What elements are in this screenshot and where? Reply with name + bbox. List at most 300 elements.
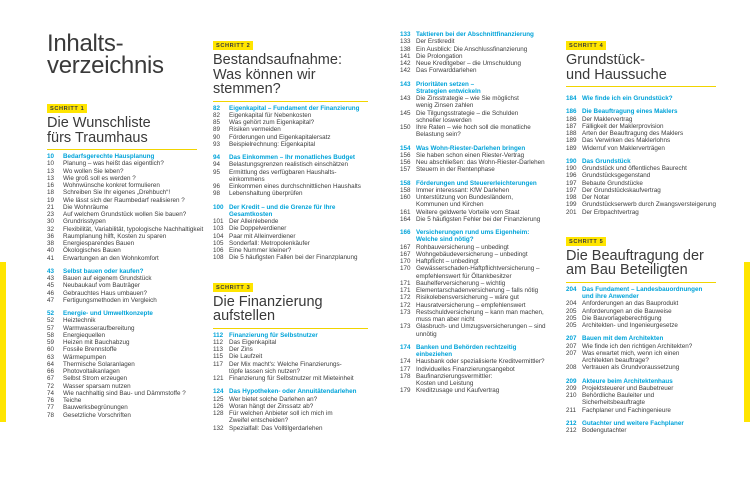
toc-entry[interactable] [400,258,555,265]
entry-text: Akteure beim Architektenhaus [582,377,673,385]
entry-text: Ökologisches Bauen [63,247,121,255]
toc-entry[interactable] [213,361,368,368]
page-number: 74 [47,389,55,397]
toc-entry[interactable] [213,375,368,382]
entry-text: Paar mit Alleinverdiener [229,232,296,240]
entry-text: Architekten- und Ingenieurgesetze [582,322,678,329]
section-title-line: Grundstück- [566,52,645,68]
toc-entry[interactable] [566,357,716,364]
page-number: 43 [47,267,55,275]
entry-text: Wer bietet solche Darlehen an? [229,395,318,403]
entry-text: Warmwasseraufbereitung [63,324,135,332]
toc-entry[interactable] [400,38,555,45]
entry-text: Hausratversicherung – empfehlenswert [416,301,526,309]
page-number: 43 [47,275,55,282]
toc-entry[interactable] [566,392,716,399]
page-number: 40 [47,247,55,255]
toc-entry[interactable] [566,194,716,201]
toc-entry[interactable] [213,141,368,148]
toc-heading[interactable] [566,293,716,300]
toc-entry[interactable] [400,380,555,387]
toc-entry[interactable] [47,182,197,189]
page-number: 142 [400,60,411,67]
toc-entry[interactable] [213,425,368,432]
toc-entry[interactable] [400,95,555,102]
toc-entry[interactable] [566,315,716,322]
entry-text: Der Grundstückskaufvertrag [582,186,661,194]
section-title-line: aufstellen [213,308,276,324]
toc-entry[interactable] [566,343,716,350]
toc-entry[interactable] [47,160,197,167]
entry-text: Wohngebäudeversicherung – unbedingt [416,250,528,258]
entry-text: einkommens [229,175,265,183]
toc-entry[interactable] [400,387,555,394]
toc-entry[interactable] [213,112,368,119]
toc-heading[interactable] [400,31,555,38]
page-number: 174 [400,343,411,351]
entry-text: Prioritäten setzen – [416,80,475,88]
toc-heading[interactable] [400,229,555,236]
toc-entry[interactable] [213,190,368,197]
toc-entry[interactable] [400,316,555,323]
toc-heading[interactable] [213,211,368,218]
toc-entry[interactable] [47,204,197,211]
toc-heading[interactable] [213,388,368,395]
page-edge-tab-right [744,262,750,422]
entry-text: Gesetzliche Vorschriften [63,411,131,419]
toc-group [566,335,716,371]
toc-entry[interactable] [566,364,716,371]
entry-text: Behördliche Bauleiter und [582,392,655,399]
toc-entry[interactable] [47,354,197,361]
entry-text: Grundstück und öffentliches Baurecht [582,165,687,172]
toc-entry[interactable] [400,358,555,365]
toc-entry[interactable] [566,308,716,315]
toc-entry[interactable] [566,145,716,152]
page-number: 72 [47,382,55,390]
entry-text: Ihre Raten – wie hoch soll die monatliche [416,124,531,131]
page-number: 197 [566,186,577,194]
entry-text: Neue Kreditgeber – die Umschuldung [416,60,522,67]
entry-text: Elementarschadenversicherung – falls nötig [416,287,539,294]
toc-entry[interactable] [400,46,555,53]
toc-group [400,180,555,224]
toc-entry[interactable] [566,130,716,137]
toc-entry[interactable] [47,317,197,324]
toc-entry[interactable] [47,325,197,332]
toc-entry[interactable] [400,302,555,309]
toc-entry[interactable] [47,339,197,346]
page-number: 133 [400,31,411,38]
toc-heading[interactable] [400,145,555,152]
page-number: 173 [400,308,411,316]
toc-entry[interactable] [566,123,716,130]
entry-text: Unterstützung von Bundesländern, [416,194,513,201]
entry-text: Wie lässt sich der Raumbedarf realisieren ? [63,196,185,204]
toc-entry[interactable] [213,417,368,424]
toc-entry[interactable] [400,201,555,208]
entry-text: Energie- und Umweltkonzepte [63,310,153,317]
toc-entry[interactable] [400,331,555,338]
toc-entry[interactable] [566,137,716,144]
entry-text: Bauhelferversicherung – wichtig [416,279,506,287]
entry-text: Wie finde ich ein Grundstück? [582,95,673,102]
page-number: 100 [213,203,224,211]
section-title-line: am Bau Beteiligten [566,262,688,279]
toc-entry[interactable] [566,427,716,434]
toc-entry[interactable] [213,233,368,240]
entry-text: Der Notar [582,194,610,201]
toc-entry[interactable] [566,209,716,216]
toc-entry[interactable] [213,410,368,417]
toc-entry[interactable] [566,322,716,329]
toc-entry[interactable] [213,353,368,360]
entry-text: Belastungsgrenzen realistisch einschätzen [229,161,349,169]
page-number: 124 [213,388,224,396]
entry-text: wenig Zinsen zahlen [416,102,474,110]
toc-entry[interactable] [400,159,555,166]
toc-heading[interactable] [566,108,716,115]
toc-group [400,81,555,139]
page-number [400,201,416,208]
entry-text: Eine Nummer kleiner? [229,247,292,254]
toc-heading[interactable] [566,95,716,102]
toc-heading[interactable] [566,335,716,342]
page-number: 164 [400,215,411,223]
toc-entry[interactable] [213,403,368,410]
toc-entry[interactable] [213,169,368,176]
toc-heading[interactable] [400,236,555,243]
entry-text: Ein Ausblick: Die Anschlussfinanzierung [416,45,528,53]
toc-entry[interactable] [47,197,197,204]
toc-entry[interactable] [566,165,716,172]
page-number: 211 [566,406,577,414]
page-number [213,211,229,218]
entry-text: Projektsteuerer und Baubetreuer [582,384,674,392]
toc-entry[interactable] [47,255,197,262]
entry-text: Heiztechnik [63,317,96,325]
toc-sections [566,34,716,434]
toc-heading[interactable] [47,310,197,317]
page-number: 103 [213,225,224,233]
entry-text: Die Wohnräume [63,203,109,211]
page-number: 63 [47,353,55,361]
page-number: 201 [566,208,577,216]
page-number: 173 [400,323,411,331]
entry-text: Neubaukauf vom Bauträger [63,282,141,290]
entry-text: Baufinanzierungsvermittler: [416,372,493,380]
page-number: 212 [566,427,577,434]
entry-text: Rohbauversicherung – unbedingt [416,243,509,251]
toc-entry[interactable] [213,176,368,183]
toc-entry[interactable] [400,60,555,67]
toc-section [566,230,716,435]
entry-text: Kommunen und Kirchen [416,201,484,209]
toc-entry[interactable] [47,332,197,339]
entry-text: Risiken vermeiden [229,126,281,134]
toc-entry[interactable] [566,201,716,208]
entry-text: Zweifel entscheiden? [229,417,289,425]
page-number: 46 [47,289,55,297]
section-title [213,53,368,97]
toc-entry[interactable] [47,412,197,419]
toc-entry[interactable] [47,225,204,233]
page-number: 156 [400,151,411,159]
page-number: 199 [566,201,577,209]
page-number: 101 [213,218,224,225]
toc-group [400,344,555,395]
entry-text: Was erwartet mich, wenn ich einen [582,349,680,357]
page-number: 132 [213,424,224,432]
toc-group [566,420,716,435]
entry-text: Was Wohn-Riester-Darlehen bringen [416,144,526,152]
toc-heading[interactable] [213,332,368,339]
toc-group [213,204,368,262]
page-number: 186 [566,108,577,116]
toc-heading[interactable] [400,180,555,187]
toc-entry[interactable] [566,350,716,357]
toc-entry[interactable] [47,383,197,390]
page-number: 10 [47,153,55,160]
toc-heading[interactable] [47,268,197,275]
toc-entry[interactable] [213,119,368,126]
entry-text: Neu abschließen: das Wohn-Riester-Darlehen [416,159,545,166]
page-number: 207 [566,335,577,343]
toc-entry[interactable] [400,152,555,159]
page-number: 196 [566,172,577,180]
page-number: 189 [566,144,577,152]
toc-entry[interactable] [400,110,555,117]
toc-entry[interactable] [566,187,716,194]
page-number: 66 [47,368,55,375]
toc-entry[interactable] [400,366,555,373]
page-number: 167 [400,243,411,251]
toc-entry[interactable] [213,339,368,346]
toc-heading[interactable] [213,204,368,211]
toc-entry[interactable] [47,189,197,196]
toc-entry[interactable] [213,126,368,133]
page-number: 125 [213,395,224,403]
page-number: 105 [213,239,224,247]
toc-entry[interactable] [47,282,197,289]
page-number: 85 [213,119,221,126]
toc-entry[interactable] [47,290,197,297]
toc-entry[interactable] [213,161,368,168]
page-number [400,351,416,358]
toc-entry[interactable] [47,275,197,282]
entry-text: unnötig [416,330,437,338]
toc-heading[interactable] [400,351,555,358]
toc-entry[interactable] [566,300,716,307]
entry-text: Photovoltaikanlagen [63,368,120,375]
page-number: 112 [213,331,224,339]
toc-entry[interactable] [400,273,555,280]
page-number: 117 [213,360,224,368]
page-number: 133 [400,38,411,46]
entry-text: Energiequellen [63,331,106,339]
toc-entry[interactable] [400,53,555,60]
page-number: 209 [566,384,577,392]
toc-entry[interactable] [566,407,716,414]
entry-text: muss man aber nicht [416,316,475,323]
toc-entry[interactable] [400,124,555,131]
page-number [213,417,229,424]
toc-heading[interactable] [400,88,555,95]
toc-entry[interactable] [400,209,555,216]
toc-entry[interactable] [213,183,368,190]
toc-heading[interactable] [400,81,555,88]
page-number: 167 [400,250,411,258]
entry-text: Kosten und Leistung [416,380,474,387]
toc-entry[interactable] [213,218,368,225]
page-number [400,331,416,338]
toc-entry[interactable] [47,346,197,353]
toc-entry[interactable] [400,131,555,138]
page-number: 18 [47,189,55,197]
toc-group [566,158,716,216]
page-number: 210 [566,392,577,399]
toc-entry[interactable] [213,225,368,232]
toc-entry[interactable] [47,390,197,397]
entry-text: Widerruf von Maklerverträgen [582,144,665,152]
entry-text: Eigenkapital für Nebenkosten [229,111,312,119]
entry-text: Förderungen und Steuererleichterungen [416,179,537,187]
entry-text: töpfe lassen sich nutzen? [229,367,301,375]
page-number: 77 [47,404,55,412]
toc-heading[interactable] [400,344,555,351]
entry-text: Spezialfall: Das Volltilgerdarlehen [229,424,323,432]
entry-text: Die Prolongation [416,52,463,60]
page-number: 60 [47,346,55,354]
toc-heading[interactable] [213,105,368,112]
step-badge: SCHRITT 2 [213,41,253,50]
entry-text: Vertrauen als Grundvoraussetzung [582,364,680,372]
toc-heading[interactable] [566,420,716,427]
toc-entry[interactable] [213,134,368,141]
toc-heading[interactable] [566,158,716,165]
entry-text: Erwartungen an den Wohnkomfort [63,254,159,262]
toc-entry[interactable] [400,187,555,194]
page-number: 204 [566,285,577,293]
toc-entry[interactable] [213,396,368,403]
toc-entry[interactable] [400,102,555,109]
toc-entry[interactable] [47,168,197,175]
page-number: 78 [47,411,55,419]
toc-column-2 [213,0,368,432]
toc-entry[interactable] [566,116,716,123]
entry-text: Das Verwirken des Maklerlohns [582,137,671,145]
page-number: 143 [400,95,411,102]
toc-entry[interactable] [47,297,197,304]
page-number [400,316,416,323]
entry-text: Wie groß soll es werden ? [63,174,136,182]
toc-entry[interactable] [400,265,555,272]
page-number: 171 [400,279,411,287]
page-number: 94 [213,154,221,161]
toc-entry[interactable] [213,346,368,353]
entry-text: schneller loswerden [416,116,472,124]
toc-entry[interactable] [47,361,197,368]
entry-text: Bodengutachter [582,427,627,434]
page-number: 170 [400,258,411,265]
section-title [47,116,197,145]
toc-entry[interactable] [47,218,197,225]
toc-entry[interactable] [47,397,197,404]
toc-entry[interactable] [47,175,197,182]
page-number: 190 [566,157,577,165]
page-number: 205 [566,307,577,315]
toc-entry[interactable] [566,385,716,392]
toc-entry[interactable] [47,211,197,218]
toc-entry[interactable] [47,368,197,375]
entry-text: Planung – was heißt das eigentlich? [63,160,164,168]
toc-heading[interactable] [566,286,716,293]
toc-heading[interactable] [566,378,716,385]
toc-section [566,34,716,216]
toc-entry[interactable] [213,368,368,375]
toc-entry[interactable] [566,399,716,406]
toc-sections [400,31,555,395]
toc-entry[interactable] [47,375,197,382]
page-number: 154 [400,144,411,152]
page-number: 172 [400,301,411,309]
toc-entry[interactable] [213,247,368,254]
page-number: 115 [213,353,224,361]
page-number [400,88,416,95]
toc-entry[interactable] [400,244,555,251]
toc-entry[interactable] [47,233,197,240]
entry-text: Das Fundament – Landesbauordnungen [582,285,703,293]
entry-text: einbeziehen [416,351,453,358]
toc-section [400,31,555,395]
entry-text: Flexibilität, Variabilität, typologische Nachhaltigkeit [63,225,204,233]
toc-heading[interactable] [213,154,368,161]
toc-entry[interactable] [566,172,716,179]
toc-entry[interactable] [400,251,555,258]
toc-entry[interactable] [400,323,555,330]
page-number: 47 [47,296,55,304]
toc-sections [47,97,204,419]
toc-entry[interactable] [400,294,555,301]
entry-text: Heizen mit Bauchabzug [63,339,130,346]
toc-heading[interactable] [47,153,197,160]
entry-text: Wie finde ich den richtigen Architekten? [582,342,693,350]
toc-entry[interactable] [400,166,555,173]
toc-entry[interactable] [400,287,555,294]
entry-text: Raumplanung hilft, Kosten zu sparen [63,232,167,240]
entry-text: Haftpflicht – unbedingt [416,258,479,265]
toc-entry[interactable] [213,254,368,261]
toc-entry[interactable] [400,194,555,201]
entry-text: Restschuldversicherung – kann man machen, [416,308,544,316]
toc-entry[interactable] [47,247,197,254]
toc-entry[interactable] [213,240,368,247]
entry-text: Thermische Solaranlagen [63,360,135,368]
page-number: 208 [566,364,577,372]
toc-entry[interactable] [400,280,555,287]
toc-entry[interactable] [47,404,197,411]
entry-text: Woran hängt der Zinssatz ab? [229,402,314,410]
toc-entry[interactable] [566,180,716,187]
toc-entry[interactable] [400,67,555,74]
toc-entry[interactable] [400,373,555,380]
toc-entry[interactable] [400,216,555,223]
toc-entry[interactable] [400,309,555,316]
page-number [400,380,416,387]
toc-entry[interactable] [400,117,555,124]
entry-text: Das Einkommen – Ihr monatliches Budget [229,154,355,161]
page-number: 160 [400,194,411,201]
